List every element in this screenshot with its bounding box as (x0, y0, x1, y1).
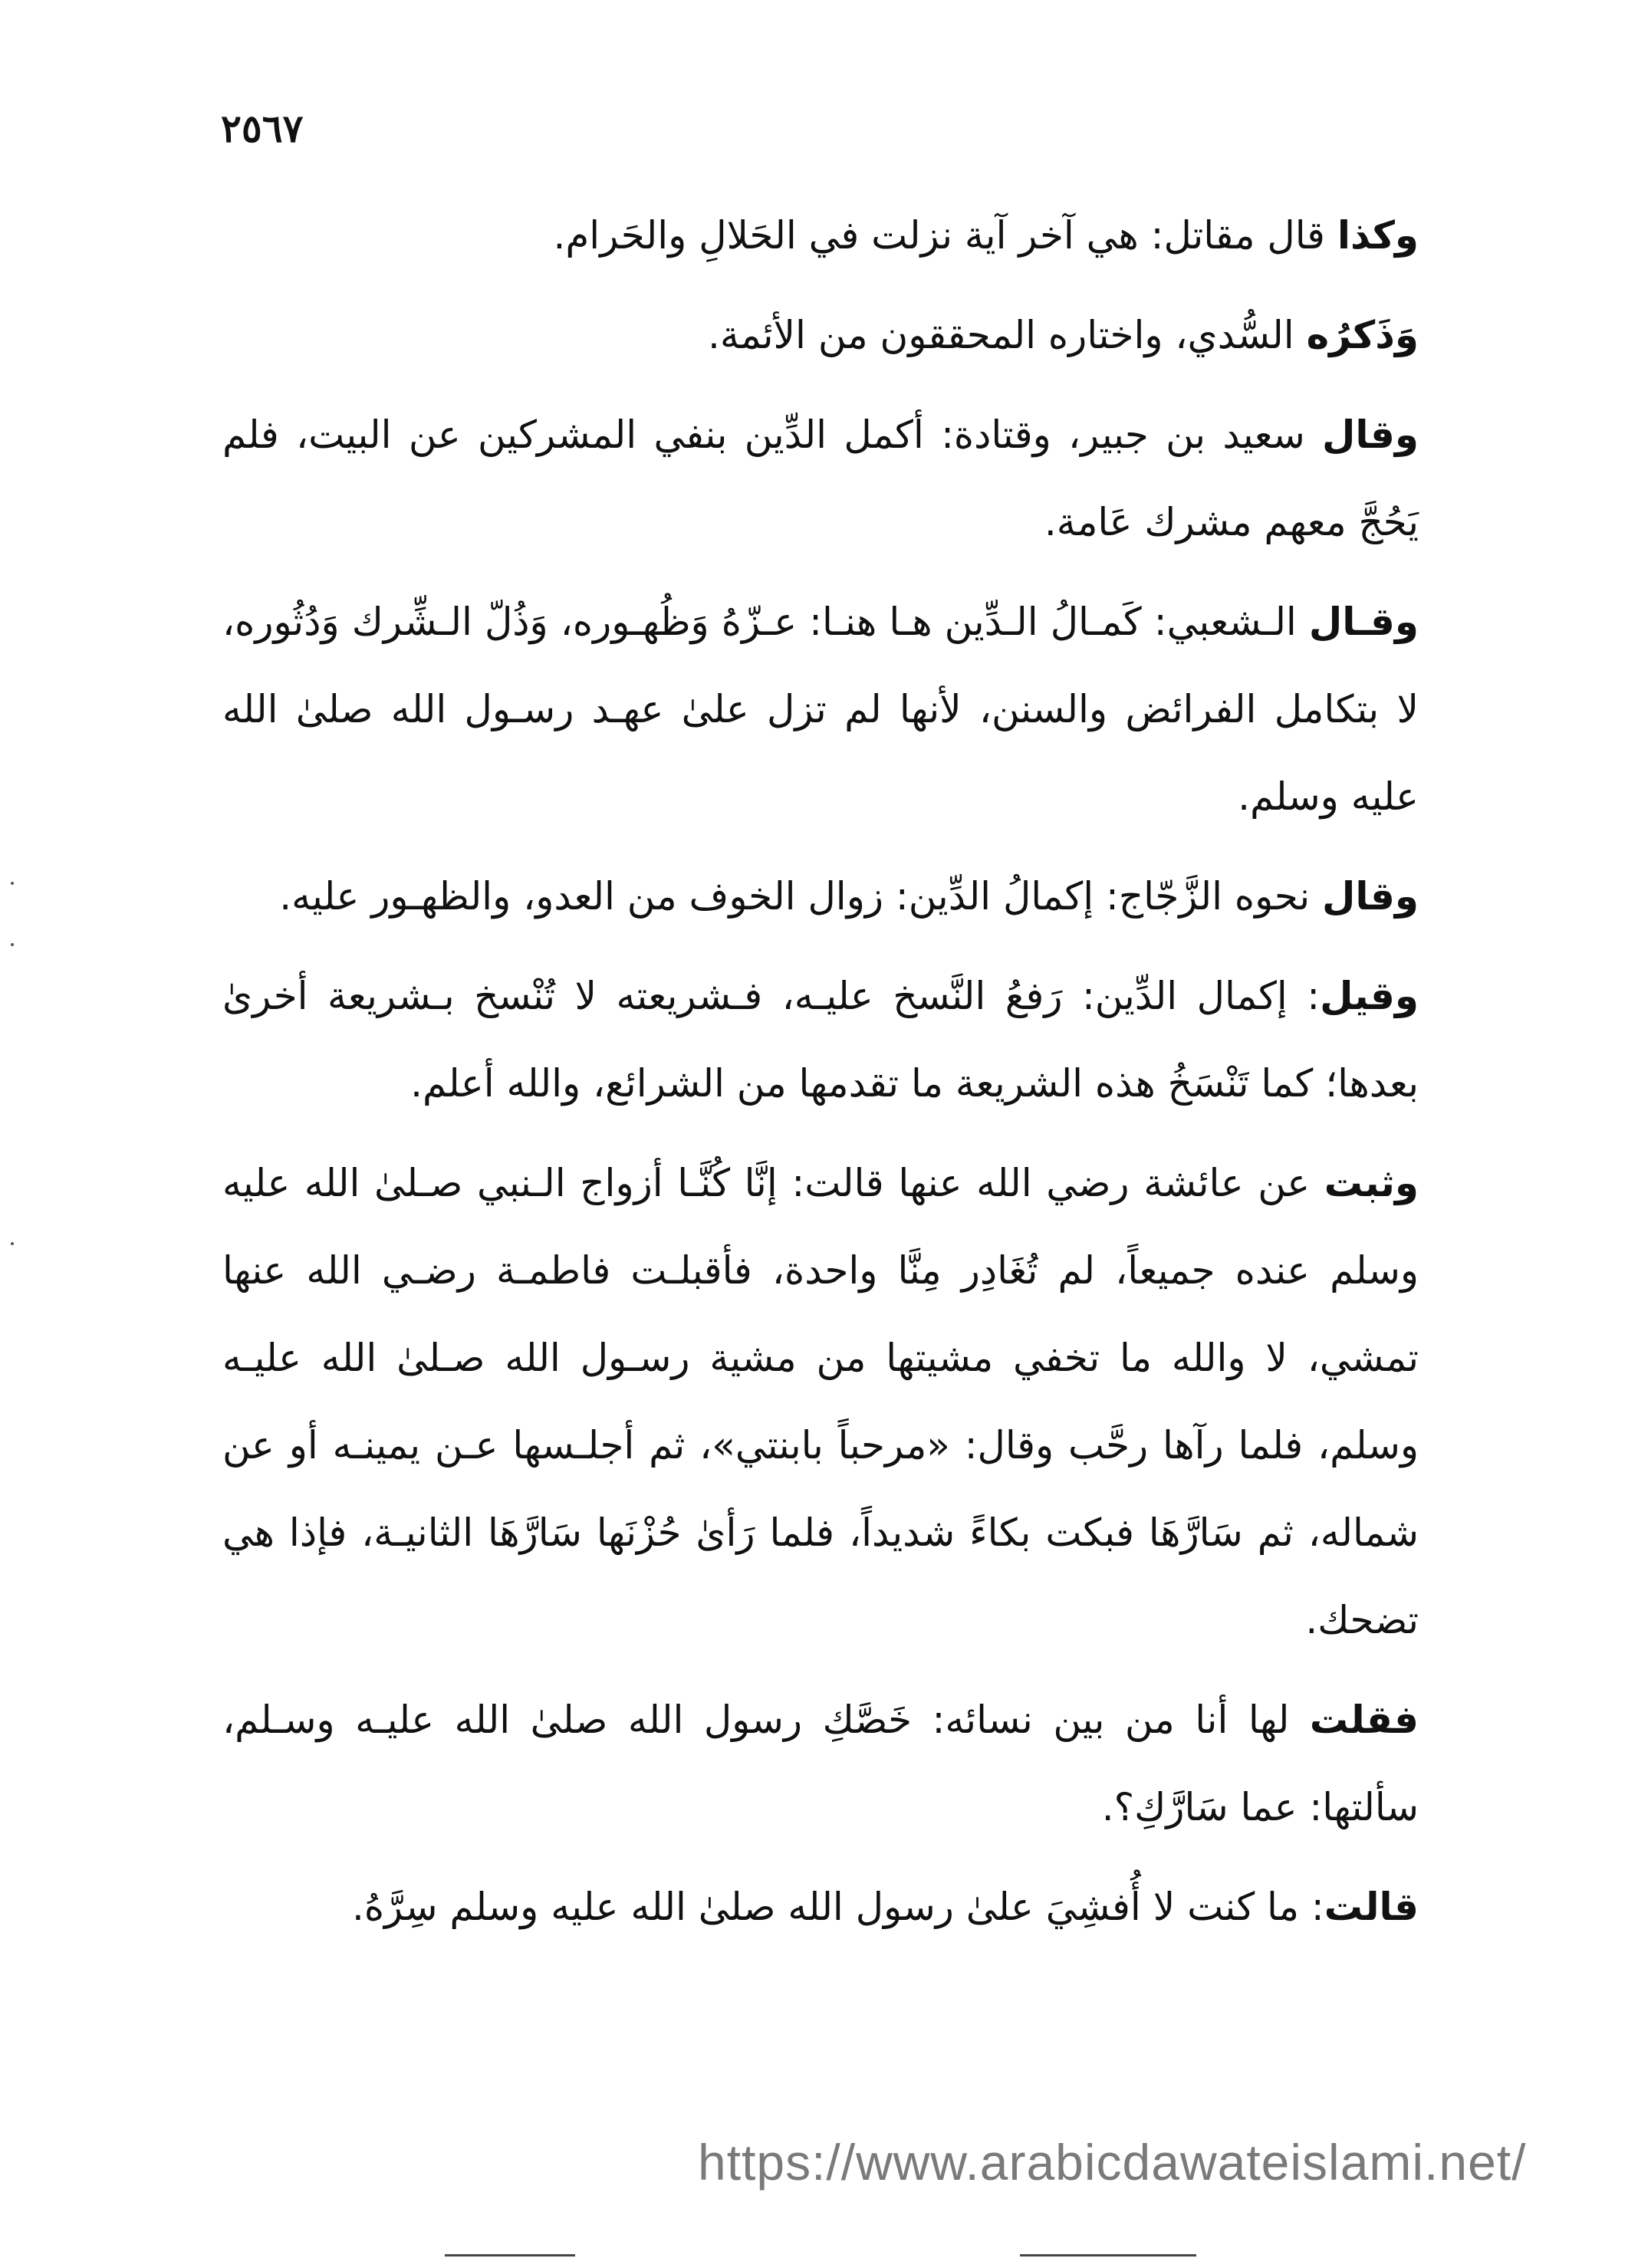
paragraph-text: السُّدي، واختاره المحققون من الأئمة. (708, 313, 1294, 357)
page-body (222, 192, 1419, 1963)
paragraph-text: : ما كنت لا أُفشِيَ علىٰ رسول الله صلىٰ الله عليه وسلم سِرَّهُ. (351, 1885, 1324, 1929)
paragraph-lead: وقيل (1320, 974, 1419, 1018)
edge-mark (11, 943, 14, 946)
paragraph-6 (222, 952, 1419, 1127)
paragraph-text: عن عائشة رضي الله عنها قالت: إنَّا كُنَّـا أزواج الـنبي صـلىٰ الله عليه وسلم عنده جميعاً، لم تُغَادِر مِنَّا واحدة، فأقبلـت فاطمـة رضـي الله عنها تمشي، لا والله ما تخفي مشيتها من مشية رسـول الله صـلىٰ الله عليـه وسلم، فلما رآها رحَّب وقال: «مرحباً بابنتي»، ثم أجلـسها عـن يمينـه أو عن شماله، ثم سَارَّهَا فبكت بكاءً شديداً، فلما رَأىٰ حُزْنَها سَارَّهَا الثانيـة، فإذا هي تضحك. (222, 1161, 1419, 1642)
paragraph-8 (222, 1676, 1419, 1851)
page-number: ٢٥٦٧ (221, 106, 304, 151)
paragraph-lead: وثبت (1324, 1161, 1419, 1205)
paragraph-2 (222, 291, 1419, 379)
edge-mark (11, 882, 14, 885)
paragraph-lead: وقـال (1308, 600, 1419, 644)
paragraph-3 (222, 391, 1419, 566)
edge-mark (11, 1242, 14, 1245)
paragraph-text: نحوه الزَّجّاج: إكمالُ الدِّين: زوال الخوف من العدو، والظهـور عليه. (279, 874, 1311, 919)
paragraph-lead: وقال (1322, 413, 1419, 457)
paragraph-text: سعيد بن جبير، وقتادة: أكمل الدِّين بنفي المشركين عن البيت، فلم يَحُجَّ معهم مشرك عَامة. (222, 413, 1419, 544)
paragraph-text: قال مقاتل: هي آخر آية نزلت في الحَلالِ والحَرام. (553, 213, 1325, 258)
paragraph-lead: قالت (1324, 1885, 1419, 1929)
paragraph-lead: وكذا (1337, 213, 1419, 258)
bottom-rule-left (445, 2254, 575, 2256)
paragraph-4 (222, 578, 1419, 840)
paragraph-text: الـشعبي: كَمـالُ الـدِّين هـا هنـا: عـزّهُ وَظُهـوره، وَذُلّ الـشِّرك وَدُثُوره، لا بتكامل الفرائض والسنن، لأنها لم تزل علىٰ عهـد رسـول الله صلىٰ الله عليه وسلم. (222, 600, 1419, 819)
bottom-rule-right (1020, 2254, 1196, 2256)
paragraph-text: لها أنا من بين نسائه: خَصَّكِ رسول الله صلىٰ الله عليـه وسـلم، سألتها: عما سَارَّكِ؟. (222, 1698, 1419, 1829)
paragraph-lead: فقلت (1309, 1698, 1419, 1742)
paragraph-lead: وَذَكرُه (1306, 313, 1419, 357)
paragraph-lead: وقال (1322, 874, 1419, 919)
paragraph-5 (222, 853, 1419, 940)
paragraph-1 (222, 192, 1419, 279)
source-watermark: https://www.arabicdawateislami.net/ (698, 2134, 1527, 2191)
paragraph-text: : إكمال الدِّين: رَفعُ النَّسخ عليـه، فـشريعته لا تُنْسخ بـشريعة أخرىٰ بعدها؛ كما تَنْسَخُ هذه الشريعة ما تقدمها من الشرائع، والله أعلم. (222, 974, 1419, 1106)
paragraph-7 (222, 1139, 1419, 1664)
paragraph-9 (222, 1863, 1419, 1951)
